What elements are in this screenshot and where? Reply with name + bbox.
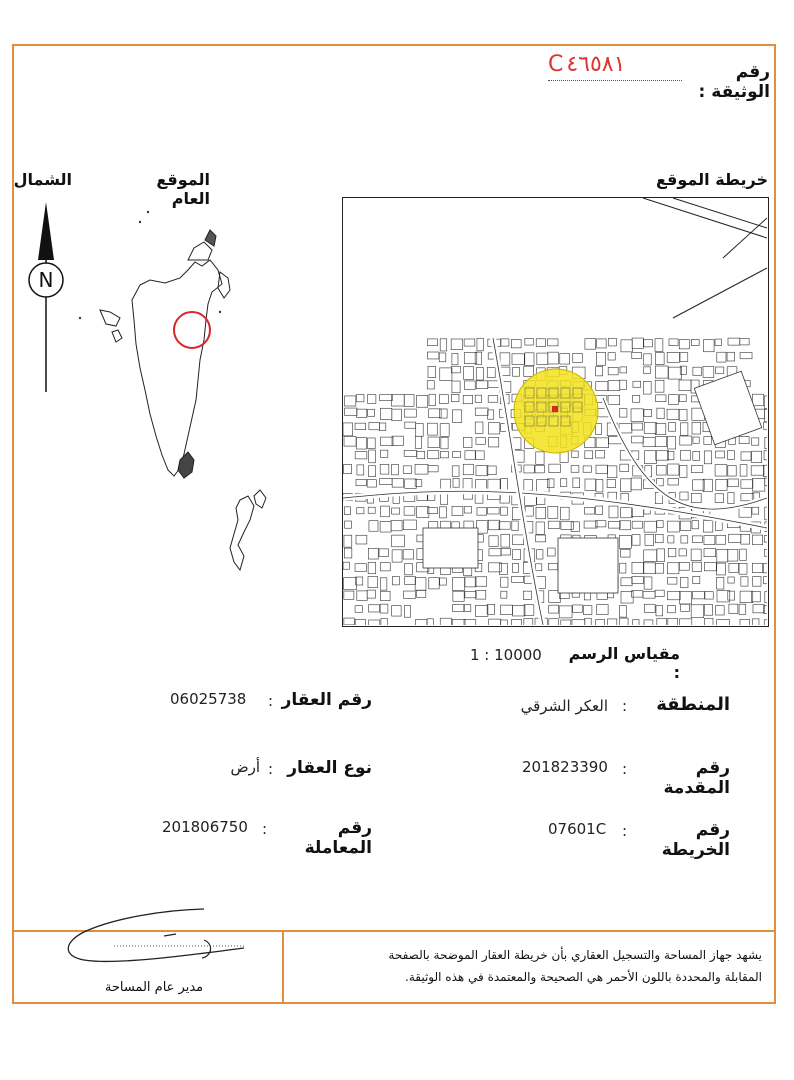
- map-number-label: رقم الخريطة: [661, 820, 730, 860]
- application-number-value: 201823390: [522, 758, 608, 776]
- location-map: [342, 197, 769, 627]
- property-type-value: أرض: [230, 758, 260, 776]
- signature-icon: [54, 904, 254, 984]
- property-number-label: رقم العقار: [281, 690, 372, 710]
- property-number-sep: :: [268, 692, 274, 710]
- transaction-number-value: 201806750: [162, 818, 248, 836]
- application-number-label: رقم المقدمة: [663, 758, 730, 798]
- area-label: المنطقة: [656, 694, 730, 715]
- scale-label: مقياس الرسم :: [568, 644, 680, 682]
- transaction-number-sep: :: [262, 820, 268, 838]
- document-number-handwritten: C٤٦٥٨١: [548, 52, 626, 77]
- document-number-dotted-line: [548, 80, 682, 81]
- transaction-number-label: رقم المعاملة: [304, 818, 372, 858]
- document-number-label: رقم الوثيقة :: [698, 62, 770, 102]
- area-sep: :: [622, 697, 628, 715]
- map-number-value: 07601C: [548, 820, 607, 838]
- certification-block: [284, 932, 774, 1004]
- property-number-value: 06025738: [170, 690, 247, 708]
- signatory-title: مدير عام المساحة: [104, 980, 204, 995]
- certification-line-1: يشهد جهاز المساحة والتسجيل العقاري بأن خريطة العقار الموضحة بالصفحة: [388, 948, 762, 962]
- north-letter: N: [38, 268, 54, 292]
- signature-block: [14, 932, 282, 1004]
- north-title: الشمال: [13, 170, 72, 189]
- property-type-sep: :: [268, 760, 274, 778]
- overview-map: [70, 200, 290, 590]
- property-type-label: نوع العقار: [287, 758, 372, 778]
- certification-line-2: المقابلة والمحددة باللون الأحمر هي الصحيحة والمعتمدة في هذه الوثيقة.: [405, 970, 762, 984]
- map-number-sep: :: [622, 822, 628, 840]
- general-location-title: الموقع العام: [156, 170, 210, 208]
- location-map-title: خريطة الموقع: [655, 170, 768, 189]
- north-arrow-icon: [20, 198, 72, 394]
- area-value: العكر الشرقي: [520, 697, 608, 715]
- scale-value: 1 : 10000: [470, 646, 542, 664]
- application-number-sep: :: [622, 760, 628, 778]
